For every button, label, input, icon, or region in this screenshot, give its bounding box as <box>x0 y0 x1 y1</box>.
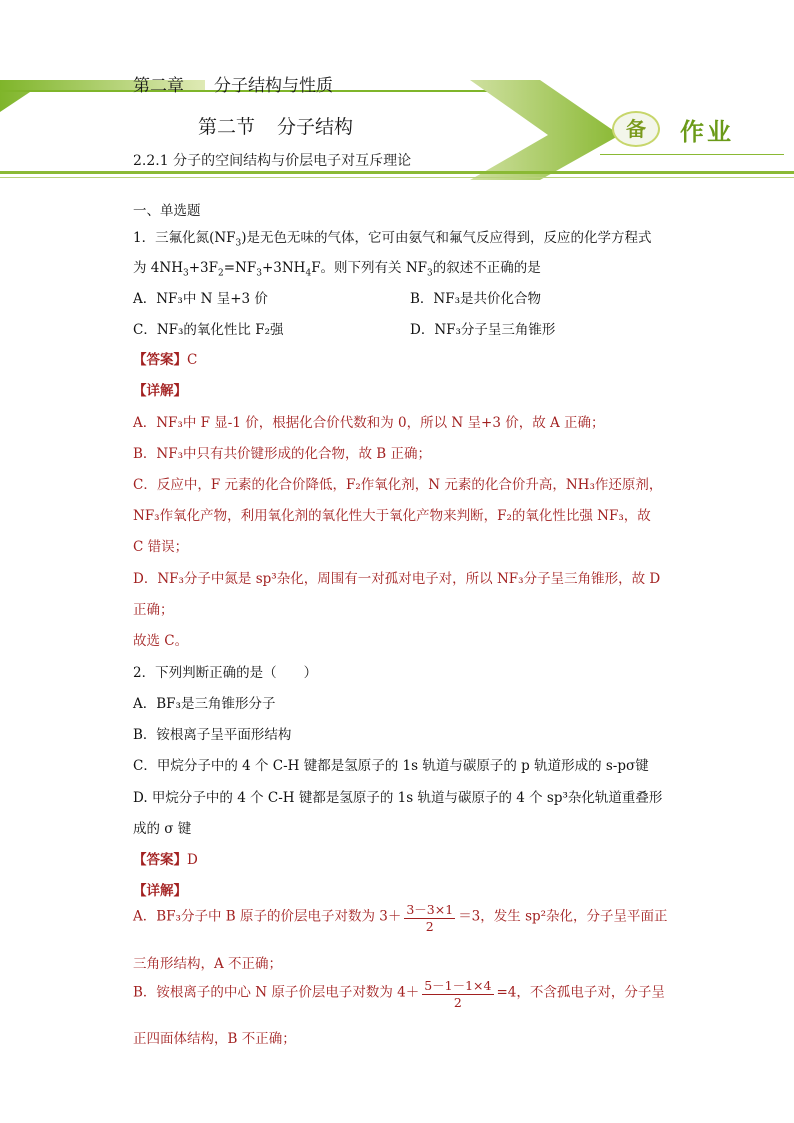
q1-detail-b: B．NF₃中只有共价键形成的化合物，故 B 正确； <box>133 446 432 462</box>
fraction-a: $\frac{3-3\times 1}{2}$ <box>406 902 454 934</box>
fraction-b: $\frac{5-1-1\times 4}{2}$ <box>424 978 492 1010</box>
section-title: 分子结构 <box>277 116 354 138</box>
q1-stem-line1: 1．三氟化氮$(NF_3)$是无色无味的气体，它可由氨气和氟气反应得到，反应的化学方程式 <box>133 230 652 249</box>
q2-option-d1: D. 甲烷分子中的 4 个 C-H 键都是氢原子的 1s 轨道与碳原子的 4 个 sp³杂化轨道重叠形 <box>133 790 663 806</box>
q2-stem: 2．下列判断正确的是（ ） <box>133 665 318 681</box>
badge-icon: 备 <box>612 111 660 147</box>
q1-option-c: C．NF₃的氧化性比 F₂强 <box>133 322 284 338</box>
q1-option-d: D．NF₃分子呈三角锥形 <box>410 322 556 338</box>
chapter-number: 第二章 <box>133 76 184 96</box>
q2-option-a: A．BF₃是三角锥形分子 <box>133 696 276 712</box>
q2-detail-b2: 正四面体结构，B 不正确； <box>133 1031 296 1047</box>
q2-option-b: B．铵根离子呈平面形结构 <box>133 727 292 743</box>
q1-detail-c3: C 错误； <box>133 539 189 555</box>
q1-answer: 【答案】C <box>133 352 198 368</box>
badge-label: 作业 <box>680 118 734 146</box>
chapter-heading <box>133 71 333 96</box>
subsection-title: 2.2.1 分子的空间结构与价层电子对互斥理论 <box>133 153 412 169</box>
section-heading <box>198 112 353 139</box>
chapter-title: 分子结构与性质 <box>214 76 333 96</box>
q1-detail-d1: D．NF₃分子中氮是 sp³杂化，周围有一对孤对电子对，所以 NF₃分子呈三角锥形，故 D <box>133 571 661 587</box>
q1-detail-c1: C．反应中，F 元素的化合价降低，F₂作氧化剂，N 元素的化合价升高，NH₃作还原剂， <box>133 477 663 493</box>
q1-detail-d2: 正确； <box>133 602 174 618</box>
section-type: 一、单选题 <box>133 203 201 219</box>
q1-detail-label: 【详解】 <box>133 383 187 399</box>
chevron <box>470 80 620 180</box>
bottom-rule-thin <box>0 177 794 178</box>
q2-detail-b1: B．铵根离子的中心 N 原子价层电子对数为 4＋ $\frac{5-1-1\times 4}{2}$ =4，不含孤电子对，分子呈 <box>133 978 665 1010</box>
right-rule <box>600 154 784 155</box>
q1-conclusion: 故选 C。 <box>133 633 189 649</box>
q1-option-b: B．NF₃是共价化合物 <box>410 291 542 307</box>
q1-stem-line2: 为 $4NH_3+3F_2=NF_3+3NH_4F$。则下列有关 $NF_3$的叙述不正确的是 <box>133 260 541 279</box>
q2-detail-a1: A．BF₃分子中 B 原子的价层电子对数为 3＋ $\frac{3-3\times 1}{2}$ ＝3，发生 sp²杂化，分子呈平面正 <box>133 902 668 934</box>
section-number: 第二节 <box>198 116 256 138</box>
bottom-rule <box>0 171 794 174</box>
q2-detail-label: 【详解】 <box>133 883 187 899</box>
q2-option-d2: 成的 σ 键 <box>133 821 192 837</box>
q1-detail-c2: NF₃作氧化产物，利用氧化剂的氧化性大于氧化产物来判断，F₂的氧化性比强 NF₃，故 <box>133 508 651 524</box>
q2-detail-a2: 三角形结构，A 不正确； <box>133 956 283 972</box>
q2-answer: 【答案】D <box>133 852 198 868</box>
q1-option-a: A．NF₃中 N 呈+3 价 <box>133 291 268 307</box>
q2-option-c: C．甲烷分子中的 4 个 C-H 键都是氢原子的 1s 轨道与碳原子的 p 轨道形成的 s-pσ键 <box>133 758 649 774</box>
q1-detail-a: A．NF₃中 F 显-1 价，根据化合价代数和为 0，所以 N 呈+3 价，故 A 正确； <box>133 415 605 431</box>
